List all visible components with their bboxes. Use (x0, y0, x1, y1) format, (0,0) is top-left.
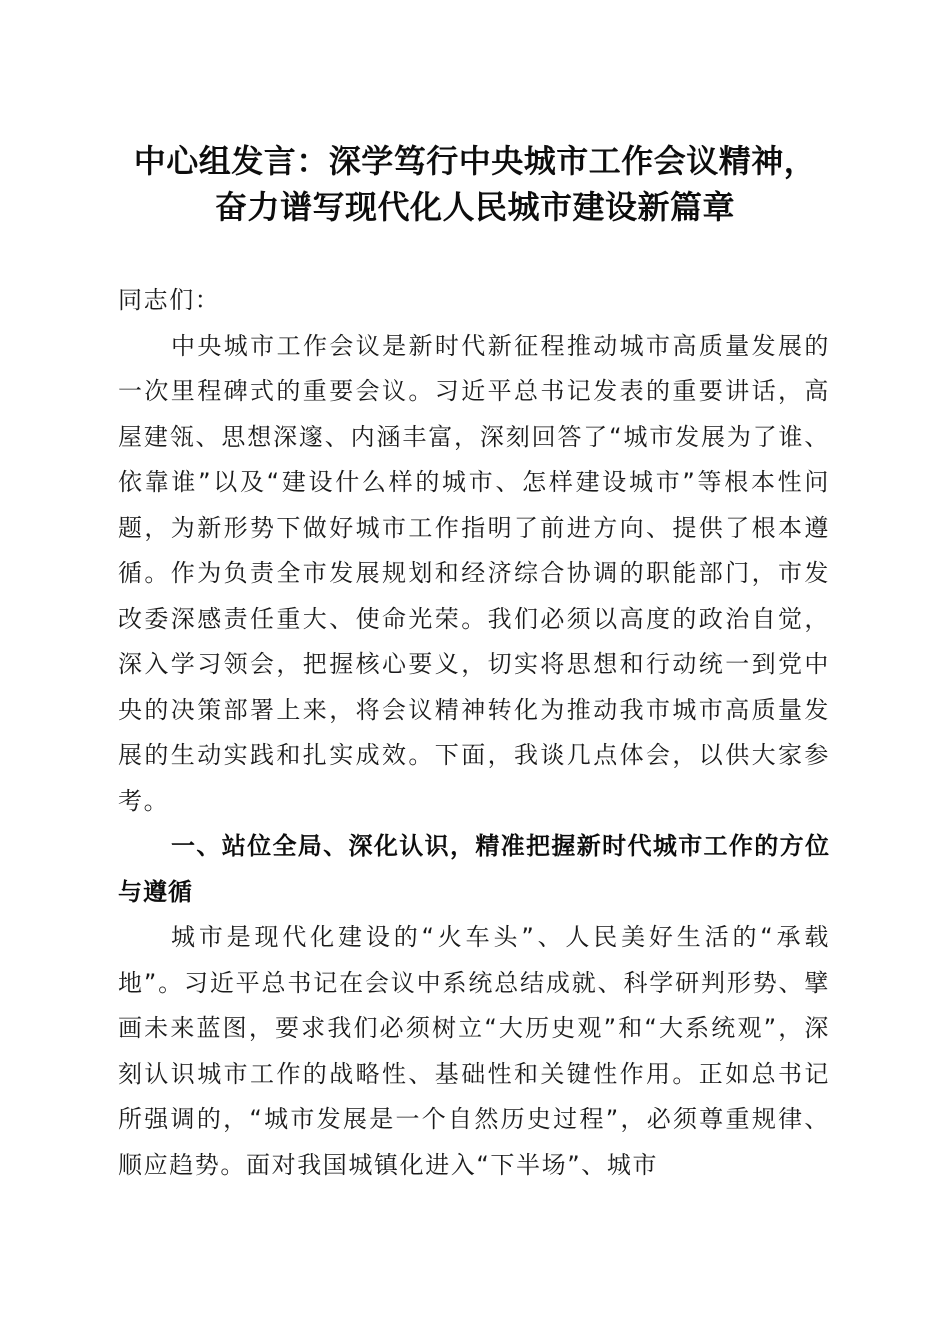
paragraph-section-1: 城市是现代化建设的“火车头”、人民美好生活的“承载地”。习近平总书记在会议中系统总结成就、科学研判形势、擘画未来蓝图，要求我们必须树立“大历史观”和“大系统观”，深刻认识城市工作的战略性、基础性和关键性作用。正如总书记所强调的，“城市发展是一个自然历史过程”，必须尊重规律、顺应趋势。面对我国城镇化进入“下半场”、城市 (118, 923, 830, 1179)
document-title (100, 138, 850, 230)
document-body (118, 278, 830, 1188)
title-line-2: 奋力谱写现代化人民城市建设新篇章 (214, 188, 735, 226)
salutation: 同志们： (118, 286, 221, 314)
title-line-1: 中心组发言：深学笃行中央城市工作会议精神， (133, 142, 817, 180)
section-heading-1: 一、站位全局、深化认识，精准把握新时代城市工作的方位与遵循 (118, 832, 830, 906)
paragraph-intro: 中央城市工作会议是新时代新征程推动城市高质量发展的一次里程碑式的重要会议。习近平总书记发表的重要讲话，高屋建瓴、思想深邃、内涵丰富，深刻回答了“城市发展为了谁、依靠谁”以及“建设什么样的城市、怎样建设城市”等根本性问题，为新形势下做好城市工作指明了前进方向、提供了根本遵循。作为负责全市发展规划和经济综合协调的职能部门，市发改委深感责任重大、使命光荣。我们必须以高度的政治自觉，深入学习领会，把握核心要义，切实将思想和行动统一到党中央的决策部署上来，将会议精神转化为推动我市城市高质量发展的生动实践和扎实成效。下面，我谈几点体会，以供大家参考。 (118, 331, 830, 815)
